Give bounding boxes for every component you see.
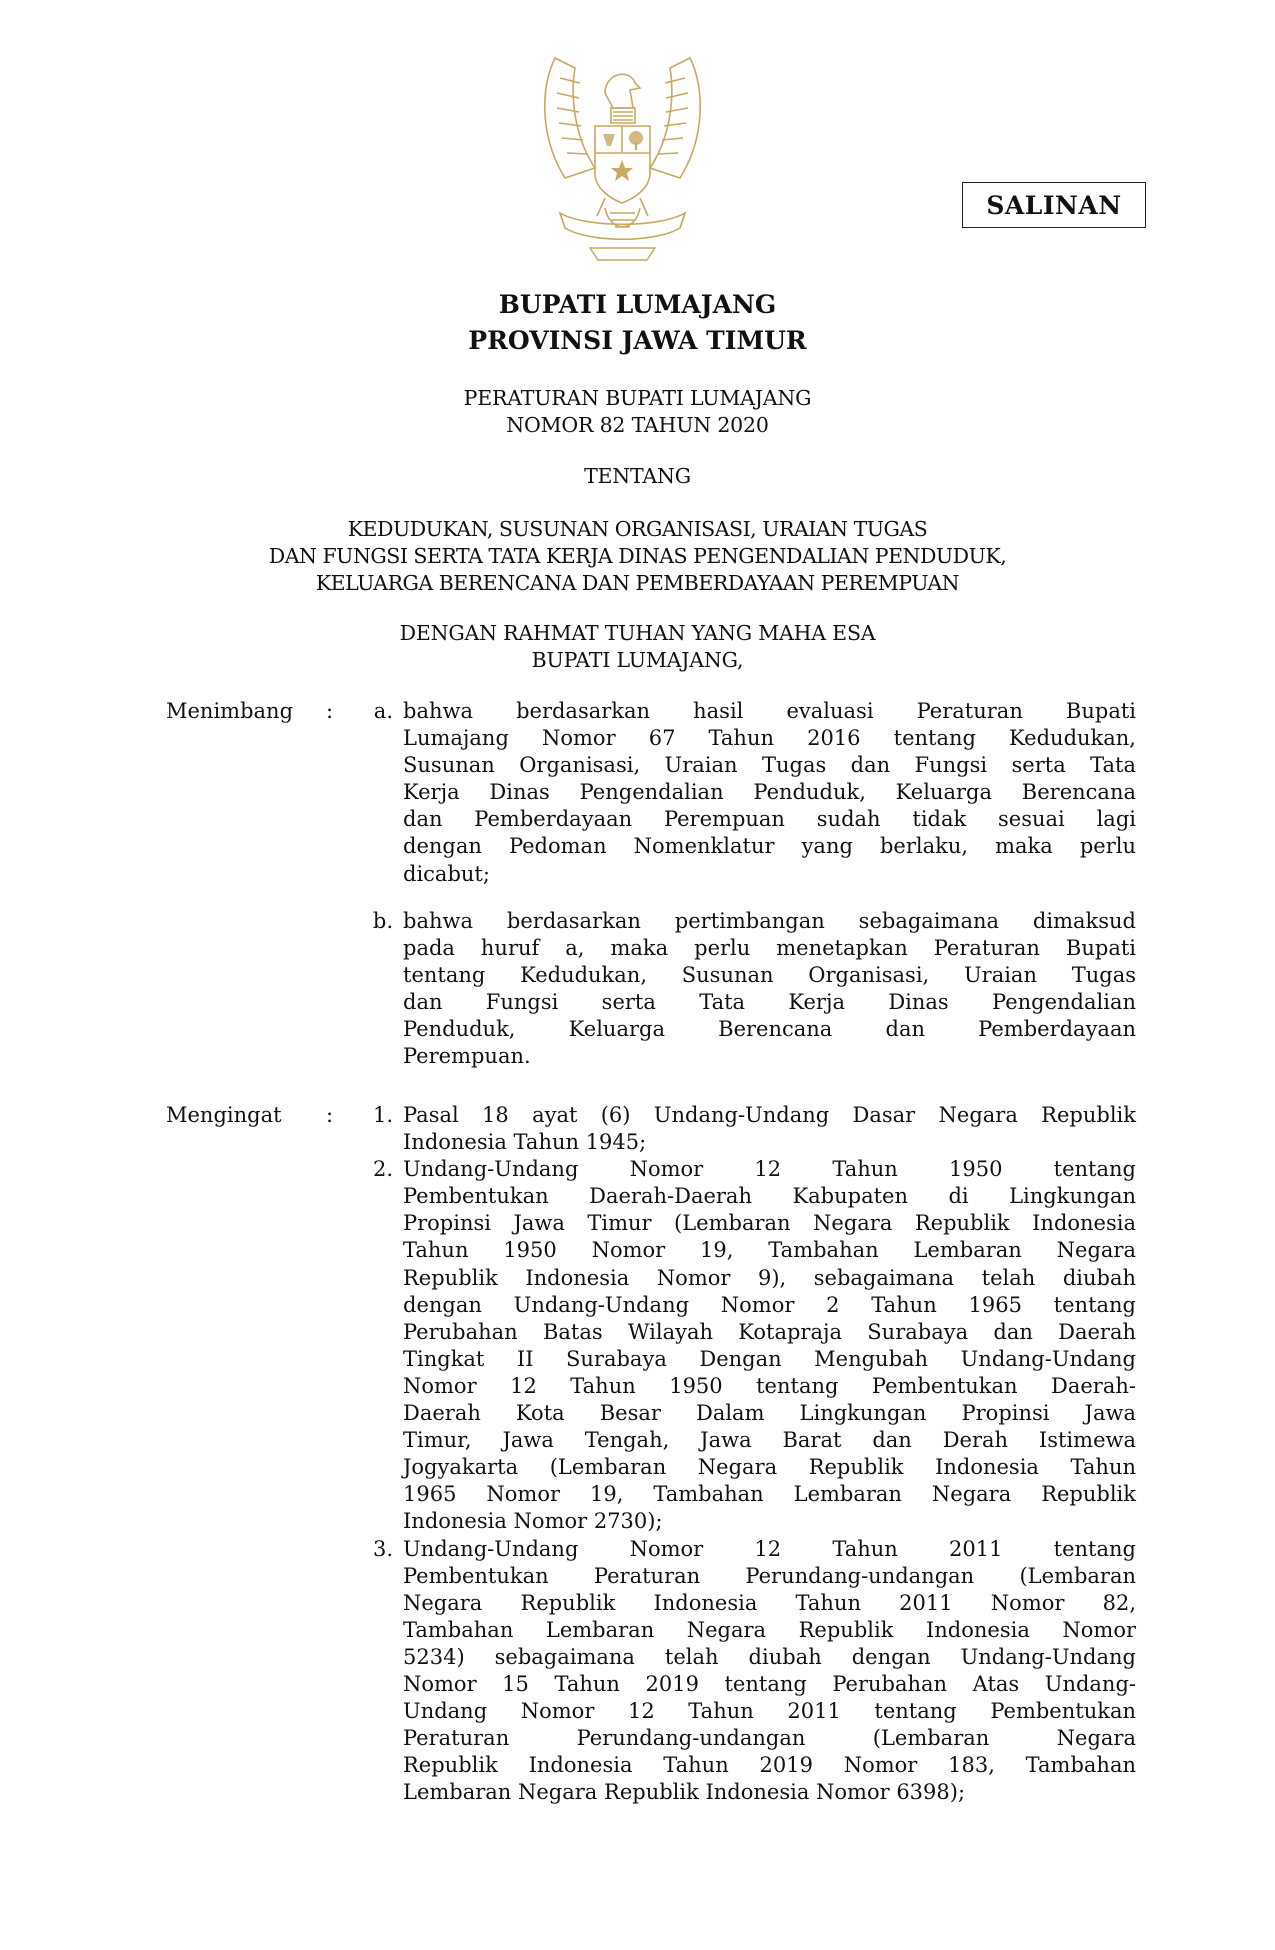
- menimbang-item-a: [166, 698, 1136, 888]
- item-marker: b.: [372, 908, 393, 933]
- text-line: Republik Indonesia Nomor 9), sebagaimana telah diubah: [403, 1265, 1136, 1290]
- preamble-line-2: BUPATI LUMAJANG,: [531, 648, 744, 672]
- item-text: [403, 698, 1136, 888]
- item-text: [403, 1536, 1136, 1807]
- text-line: Timur, Jawa Tengah, Jawa Barat dan Derah Istimewa: [403, 1428, 1136, 1453]
- subject-line-1: KEDUDUKAN, SUSUNAN ORGANISASI, URAIAN TUGAS: [347, 517, 928, 541]
- subject-line-3: KELUARGA BERENCANA DAN PEMBERDAYAAN PEREMPUAN: [315, 571, 960, 595]
- authority-heading: [0, 287, 1275, 359]
- item-marker: 3.: [372, 1536, 393, 1561]
- text-line: 1965 Nomor 19, Tambahan Lembaran Negara Republik: [403, 1482, 1136, 1507]
- text-line: Negara Republik Indonesia Tahun 2011 Nomor 82,: [403, 1590, 1136, 1615]
- text-line: dan Pemberdayaan Perempuan sudah tidak sesuai lagi: [403, 807, 1136, 832]
- about-heading: TENTANG: [584, 464, 691, 488]
- text-line: Indonesia Tahun 1945;: [403, 1130, 647, 1155]
- text-line: Nomor 15 Tahun 2019 tentang Perubahan Atas Undang-: [403, 1671, 1136, 1696]
- text-line: Undang Nomor 12 Tahun 2011 tentang Pembentukan: [403, 1699, 1136, 1724]
- regulation-subject: [0, 516, 1275, 597]
- authority-line-2: PROVINSI JAWA TIMUR: [468, 326, 807, 355]
- item-marker: a.: [373, 699, 393, 723]
- subject-line-2: DAN FUNGSI SERTA TATA KERJA DINAS PENGENDALIAN PENDUDUK,: [268, 544, 1007, 568]
- item-marker: 2.: [372, 1157, 393, 1182]
- garuda-emblem-icon: [535, 48, 710, 268]
- mengingat-section: [166, 1102, 1136, 1806]
- text-line: Undang-Undang Nomor 12 Tahun 1950 tentang: [403, 1157, 1136, 1182]
- text-line: Pembentukan Daerah-Daerah Kabupaten di Lingkungan: [403, 1184, 1136, 1209]
- text-line: Nomor 12 Tahun 1950 tentang Pembentukan Daerah-: [403, 1373, 1136, 1398]
- item-text: [403, 908, 1136, 1071]
- text-line: Tingkat II Surabaya Dengan Mengubah Undang-Undang: [403, 1346, 1136, 1371]
- item-text: [403, 1102, 1136, 1156]
- regulation-title: [0, 385, 1275, 439]
- authority-line-1: BUPATI LUMAJANG: [498, 290, 777, 319]
- menimbang-section: [166, 698, 1136, 1070]
- text-line: 5234) sebagaimana telah diubah dengan Undang-Undang: [403, 1644, 1136, 1669]
- text-line: dengan Undang-Undang Nomor 2 Tahun 1965 tentang: [403, 1292, 1136, 1317]
- text-line: Propinsi Jawa Timur (Lembaran Negara Republik Indonesia: [403, 1211, 1136, 1236]
- text-line: tentang Kedudukan, Susunan Organisasi, Uraian Tugas: [403, 962, 1136, 987]
- menimbang-label: Menimbang: [166, 699, 294, 723]
- salinan-stamp: [962, 182, 1146, 228]
- menimbang-colon: :: [326, 699, 334, 723]
- mengingat-item-1: [166, 1102, 1136, 1156]
- text-line: Tambahan Lembaran Negara Republik Indonesia Nomor: [403, 1617, 1136, 1642]
- text-line: Pasal 18 ayat (6) Undang-Undang Dasar Negara Republik: [403, 1103, 1136, 1127]
- text-line: Penduduk, Keluarga Berencana dan Pemberdayaan: [403, 1017, 1136, 1042]
- item-text: [403, 1156, 1136, 1535]
- mengingat-colon: :: [326, 1103, 334, 1127]
- text-line: bahwa berdasarkan hasil evaluasi Peraturan Bupati: [403, 699, 1136, 723]
- text-line: Lumajang Nomor 67 Tahun 2016 tentang Kedudukan,: [403, 726, 1136, 751]
- text-line: dengan Pedoman Nomenklatur yang berlaku, maka perlu: [403, 834, 1136, 859]
- mengingat-item-2: [166, 1156, 1136, 1535]
- text-line: Perempuan.: [403, 1044, 531, 1069]
- text-line: Perubahan Batas Wilayah Kotapraja Surabaya dan Daerah: [403, 1319, 1136, 1344]
- item-marker: 1.: [372, 1103, 393, 1127]
- text-line: Susunan Organisasi, Uraian Tugas dan Fungsi serta Tata: [403, 753, 1136, 778]
- mengingat-label: Mengingat: [166, 1103, 282, 1127]
- text-line: bahwa berdasarkan pertimbangan sebagaimana dimaksud: [403, 908, 1136, 933]
- text-line: Peraturan Perundang-undangan (Lembaran Negara: [403, 1726, 1136, 1751]
- mengingat-item-3: [166, 1536, 1136, 1807]
- text-line: Undang-Undang Nomor 12 Tahun 2011 tentang: [403, 1536, 1136, 1561]
- text-line: pada huruf a, maka perlu menetapkan Peraturan Bupati: [403, 935, 1136, 960]
- preamble: [0, 620, 1275, 674]
- text-line: Tahun 1950 Nomor 19, Tambahan Lembaran Negara: [403, 1238, 1136, 1263]
- text-line: Daerah Kota Besar Dalam Lingkungan Propinsi Jawa: [403, 1401, 1136, 1426]
- regulation-line-2: NOMOR 82 TAHUN 2020: [506, 413, 769, 437]
- menimbang-item-b: [166, 908, 1136, 1071]
- text-line: Republik Indonesia Tahun 2019 Nomor 183, Tambahan: [403, 1753, 1136, 1778]
- text-line: Lembaran Negara Republik Indonesia Nomor 6398);: [403, 1780, 966, 1805]
- salinan-label: SALINAN: [986, 190, 1122, 220]
- text-line: Kerja Dinas Pengendalian Penduduk, Keluarga Berencana: [403, 780, 1136, 805]
- text-line: Jogyakarta (Lembaran Negara Republik Indonesia Tahun: [403, 1455, 1136, 1480]
- text-line: dan Fungsi serta Tata Kerja Dinas Pengendalian: [403, 989, 1136, 1014]
- text-line: Indonesia Nomor 2730);: [403, 1509, 663, 1534]
- preamble-line-1: DENGAN RAHMAT TUHAN YANG MAHA ESA: [399, 621, 876, 645]
- text-line: dicabut;: [403, 861, 490, 886]
- regulation-line-1: PERATURAN BUPATI LUMAJANG: [463, 386, 812, 410]
- text-line: Pembentukan Peraturan Perundang-undangan (Lembaran: [403, 1563, 1136, 1588]
